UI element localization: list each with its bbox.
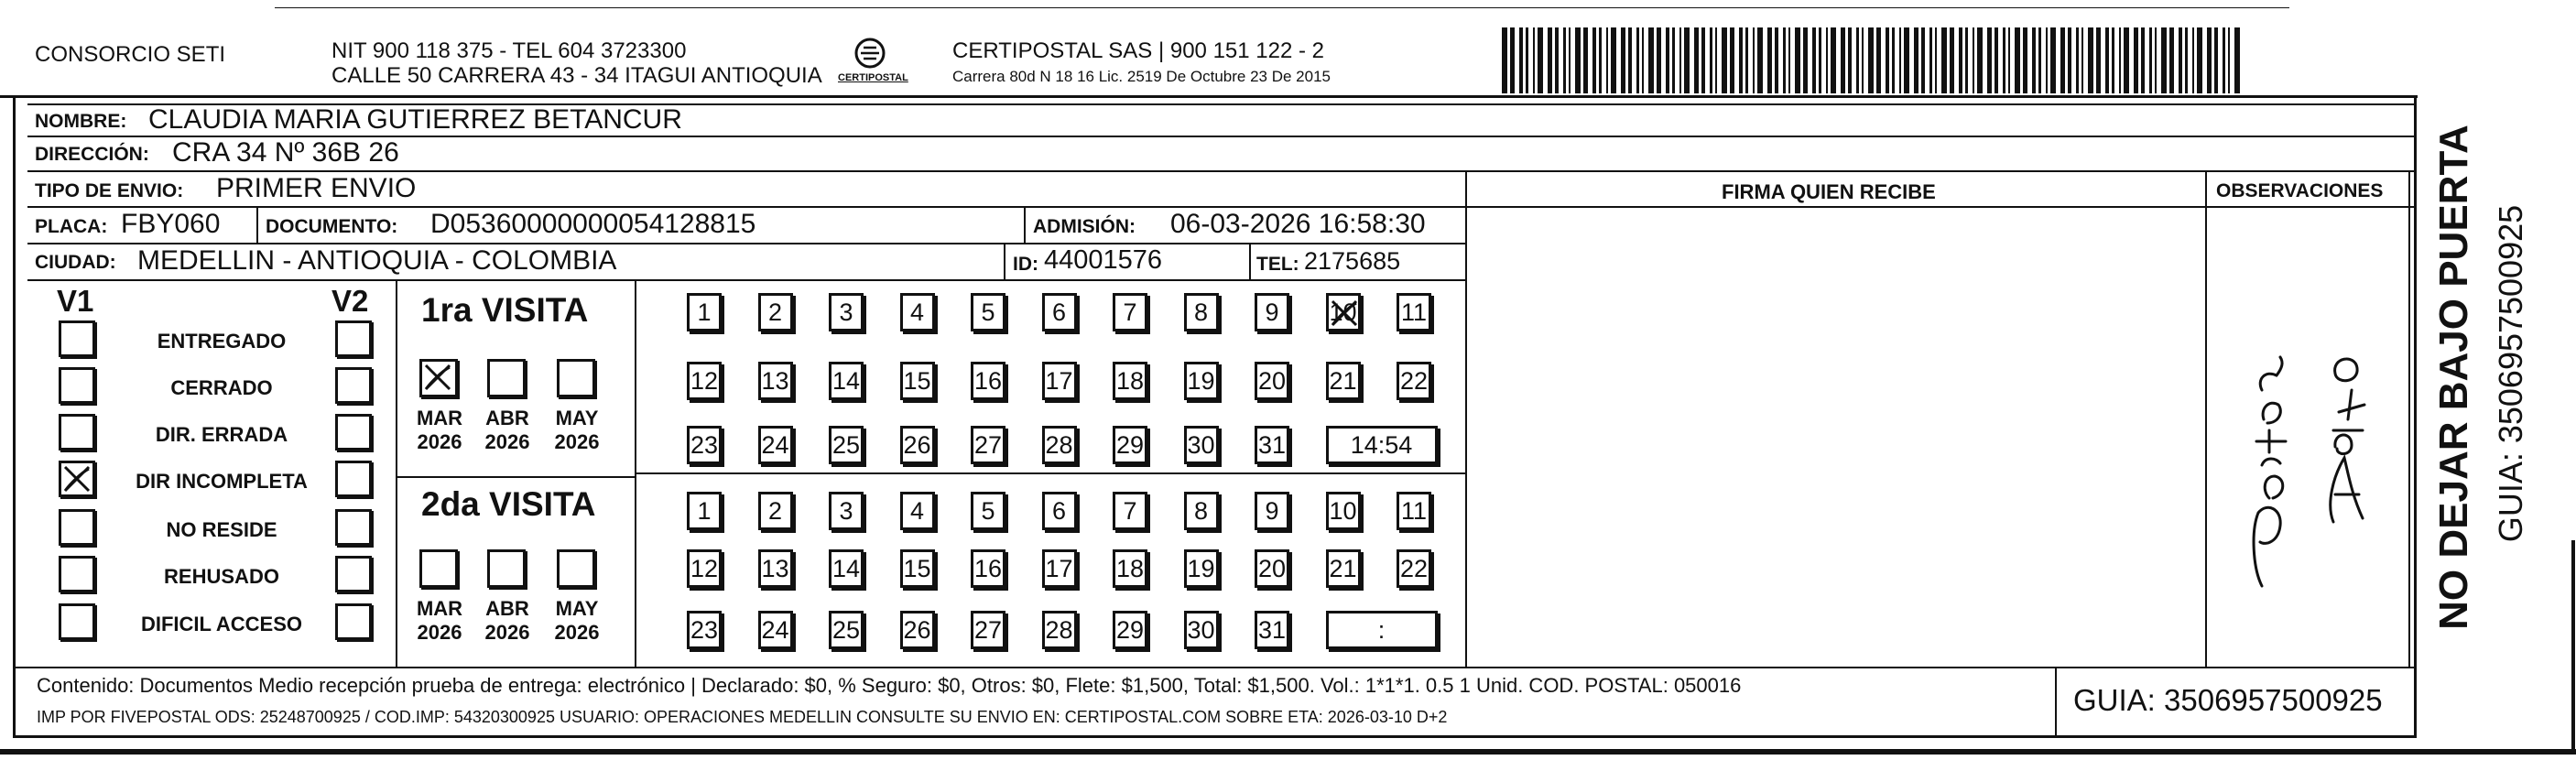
status-label: CERRADO: [170, 376, 273, 399]
day-box[interactable]: 17: [1042, 549, 1077, 588]
month-checkbox[interactable]: [419, 549, 458, 588]
barcode-bar: [1921, 27, 1925, 93]
day-box[interactable]: 4: [900, 492, 935, 530]
barcode-bar: [2155, 27, 2157, 93]
barcode-bar: [1987, 27, 1992, 93]
day-box[interactable]: 24: [758, 611, 793, 649]
barcode-bar: [1526, 27, 1528, 93]
barcode-bar: [1941, 27, 1947, 93]
barcode-bar: [1767, 27, 1772, 93]
day-box[interactable]: 20: [1255, 362, 1289, 400]
barcode-bar: [1876, 27, 1881, 93]
day-box[interactable]: 11: [1397, 293, 1431, 331]
observaciones-header: OBSERVACIONES: [2216, 180, 2384, 201]
barcode-bar: [1606, 27, 1608, 93]
barcode-bar: [2023, 27, 2027, 93]
barcode-bar: [1715, 27, 1717, 93]
day-box[interactable]: 8: [1184, 492, 1219, 530]
day-box[interactable]: 10: [1326, 492, 1361, 530]
barcode-bar: [2141, 27, 2145, 93]
handwriting-icon: [2225, 302, 2390, 604]
barcode-bar: [2068, 27, 2071, 93]
address-line: CALLE 50 CARRERA 43 - 34 ITAGUI ANTIOQUIA: [332, 63, 822, 88]
barcode-bar: [1575, 27, 1581, 93]
day-box[interactable]: 13: [758, 362, 793, 400]
documento-label: DOCUMENTO:: [266, 216, 398, 237]
barcode-bar: [2169, 27, 2174, 93]
logo-text: CERTIPOSTAL: [838, 72, 908, 83]
tipo-value: PRIMER ENVIO: [216, 173, 417, 203]
barcode-bar: [2008, 27, 2010, 93]
v1-checkbox[interactable]: [59, 414, 95, 451]
month-name: MAY: [555, 407, 599, 429]
barcode-bar: [2032, 27, 2036, 93]
day-box[interactable]: 12: [687, 362, 722, 400]
barcode-bar: [1783, 27, 1786, 93]
day-box[interactable]: 1: [687, 293, 722, 331]
barcode-bar: [1841, 27, 1845, 93]
status-label: REHUSADO: [164, 565, 279, 588]
barcode-bar: [2046, 27, 2048, 93]
v1-checkbox[interactable]: [59, 461, 95, 497]
day-box[interactable]: 1: [687, 492, 722, 530]
time-box[interactable]: 14:54: [1326, 426, 1438, 464]
firma-header: FIRMA QUIEN RECIBE: [1722, 180, 1936, 203]
company-name: CONSORCIO SETI: [35, 42, 226, 67]
day-box[interactable]: 3: [829, 293, 864, 331]
direccion-value: CRA 34 Nº 36B 26: [172, 137, 399, 168]
barcode-bar: [2015, 27, 2020, 93]
barcode-bar: [2228, 27, 2230, 93]
footer-print-info: IMP POR FIVEPOSTAL ODS: 25248700925 / COD.IMP: 54320300925 USUARIO: OPERACIONES MEDELLIN CONSULTE SU ENVIO EN: CERTIPOSTAL.COM SOBRE ETA: 2026-03-10 D+2: [37, 708, 1448, 726]
barcode-bar: [1533, 27, 1535, 93]
barcode-bar: [2207, 27, 2212, 93]
admision-value: 06-03-2026 16:58:30: [1170, 209, 1426, 239]
no-dejar-notice: NO DEJAR BAJO PUERTA: [2431, 125, 2476, 630]
barcode-bar: [1973, 27, 1974, 93]
day-box[interactable]: 15: [900, 362, 935, 400]
v2-checkbox[interactable]: [335, 320, 372, 357]
barcode-bar: [1730, 27, 1734, 93]
day-box[interactable]: 8: [1184, 293, 1219, 331]
barcode-bar: [1914, 27, 1918, 93]
footer-guia: GUIA: 3506957500925: [2073, 683, 2383, 717]
day-box[interactable]: 29: [1113, 426, 1147, 464]
side-guia: GUIA: 3506957500925: [2492, 204, 2529, 543]
day-box[interactable]: 15: [900, 549, 935, 588]
month-year: 2026: [417, 621, 462, 645]
barcode-bar: [1812, 27, 1816, 93]
barcode-bar: [1628, 27, 1632, 93]
barcode-bar: [1583, 27, 1588, 93]
barcode-bar: [1977, 27, 1983, 93]
day-box[interactable]: 25: [829, 426, 864, 464]
barcode-bar: [1959, 27, 1962, 93]
nit-line: NIT 900 118 375 - TEL 604 3723300: [332, 38, 687, 63]
placa-value: FBY060: [121, 209, 221, 239]
day-box[interactable]: 13: [758, 549, 793, 588]
tel-label: TEL:: [1256, 254, 1299, 275]
barcode-bar: [1819, 27, 1821, 93]
barcode-bar: [1929, 27, 1932, 93]
month-checkbox[interactable]: [487, 549, 526, 588]
id-label: ID:: [1013, 254, 1038, 275]
day-box[interactable]: 11: [1397, 492, 1431, 530]
direccion-label: DIRECCIÓN:: [35, 144, 149, 165]
month-name: MAR: [416, 597, 463, 620]
day-box[interactable]: 7: [1113, 492, 1147, 530]
status-label: DIR. ERRADA: [155, 423, 288, 446]
barcode-bar: [1548, 27, 1552, 93]
barcode-bar: [2081, 27, 2083, 93]
barcode-bar: [1611, 27, 1616, 93]
month-year: 2026: [484, 430, 530, 454]
barcode-bar: [1672, 27, 1675, 93]
day-box[interactable]: 21: [1326, 362, 1361, 400]
documento-value: D05360000000054128815: [430, 209, 756, 239]
barcode-bar: [1935, 27, 1937, 93]
barcode-bar: [2105, 27, 2109, 93]
day-box[interactable]: 28: [1042, 611, 1077, 649]
tipo-label: TIPO DE ENVIO:: [35, 180, 184, 201]
day-box[interactable]: 23: [687, 426, 722, 464]
day-box[interactable]: 30: [1184, 611, 1219, 649]
barcode-bar: [1555, 27, 1559, 93]
barcode-bar: [2149, 27, 2152, 93]
status-label: DIFICIL ACCESO: [140, 613, 302, 635]
barcode: [1502, 27, 2245, 93]
v2-checkbox[interactable]: [335, 414, 372, 451]
carrier-line: CERTIPOSTAL SAS | 900 151 122 - 2: [952, 38, 1324, 63]
day-box[interactable]: 31: [1255, 426, 1289, 464]
barcode-bar: [1899, 27, 1901, 93]
barcode-bar: [1636, 27, 1639, 93]
month-year: 2026: [417, 430, 462, 454]
barcode-bar: [1694, 27, 1699, 93]
barcode-bar: [1892, 27, 1895, 93]
barcode-bar: [1666, 27, 1669, 93]
status-label: ENTREGADO: [157, 330, 287, 353]
barcode-bar: [2223, 27, 2225, 93]
barcode-bar: [2134, 27, 2138, 93]
month-checkbox[interactable]: [487, 359, 526, 397]
barcode-bar: [1803, 27, 1808, 93]
certipostal-logo: [833, 35, 907, 92]
barcode-bar: [2088, 27, 2093, 93]
barcode-bar: [1648, 27, 1654, 93]
day-box[interactable]: 24: [758, 426, 793, 464]
day-box[interactable]: 6: [1042, 492, 1077, 530]
v1-label: V1: [57, 284, 94, 318]
v1-checkbox[interactable]: [59, 603, 95, 640]
barcode-bar: [1563, 27, 1566, 93]
day-box[interactable]: 6: [1042, 293, 1077, 331]
visit1-title: 1ra VISITA: [421, 291, 589, 329]
placa-label: PLACA:: [35, 216, 108, 237]
barcode-bar: [1569, 27, 1571, 93]
day-box[interactable]: 9: [1255, 492, 1289, 530]
barcode-bar: [2050, 27, 2056, 93]
barcode-bar: [1831, 27, 1836, 93]
barcode-bar: [1862, 27, 1864, 93]
barcode-bar: [1701, 27, 1705, 93]
v2-checkbox[interactable]: [335, 556, 372, 592]
handwritten-observation: [2225, 302, 2390, 604]
barcode-bar: [1621, 27, 1625, 93]
month-year: 2026: [484, 621, 530, 645]
day-box[interactable]: 3: [829, 492, 864, 530]
day-box[interactable]: 14: [829, 362, 864, 400]
barcode-bar: [1657, 27, 1661, 93]
day-box[interactable]: 31: [1255, 611, 1289, 649]
month-label: [480, 597, 535, 646]
month-label: [480, 407, 535, 455]
barcode-bar: [2076, 27, 2079, 93]
barcode-bar: [2060, 27, 2065, 93]
day-box[interactable]: 30: [1184, 426, 1219, 464]
v1-checkbox[interactable]: [59, 509, 95, 546]
v2-checkbox[interactable]: [335, 603, 372, 640]
id-value: 44001576: [1044, 245, 1163, 275]
day-box[interactable]: 27: [971, 611, 1005, 649]
barcode-bar: [2112, 27, 2114, 93]
barcode-bar: [1753, 27, 1755, 93]
month-name: ABR: [485, 597, 529, 620]
nombre-label: NOMBRE:: [35, 111, 127, 132]
v2-label: V2: [332, 284, 369, 318]
month-checkbox[interactable]: [557, 359, 595, 397]
barcode-bar: [2214, 27, 2218, 93]
v1-checkbox[interactable]: [59, 556, 95, 592]
barcode-bar: [2161, 27, 2167, 93]
barcode-bar: [1965, 27, 1968, 93]
month-name: ABR: [485, 407, 529, 429]
barcode-bar: [2038, 27, 2041, 93]
month-year: 2026: [554, 430, 600, 454]
month-name: MAR: [416, 407, 463, 429]
barcode-bar: [1745, 27, 1748, 93]
day-box[interactable]: 17: [1042, 362, 1077, 400]
day-box[interactable]: 10: [1326, 293, 1361, 331]
barcode-bar: [1642, 27, 1644, 93]
barcode-bar: [1722, 27, 1727, 93]
day-box[interactable]: 16: [971, 549, 1005, 588]
day-box[interactable]: 19: [1184, 549, 1219, 588]
day-box[interactable]: 5: [971, 492, 1005, 530]
admision-label: ADMISIÓN:: [1033, 216, 1136, 237]
status-label: DIR INCOMPLETA: [136, 470, 308, 493]
day-box[interactable]: 21: [1326, 549, 1361, 588]
ciudad-label: CIUDAD:: [35, 252, 116, 273]
time-box[interactable]: :: [1326, 611, 1438, 649]
day-box[interactable]: 23: [687, 611, 722, 649]
v1-checkbox[interactable]: [59, 320, 95, 357]
barcode-bar: [1538, 27, 1543, 93]
nombre-value: CLAUDIA MARIA GUTIERREZ BETANCUR: [148, 104, 682, 135]
month-label: [549, 407, 604, 455]
v2-checkbox[interactable]: [335, 367, 372, 404]
v2-checkbox[interactable]: [335, 461, 372, 497]
barcode-bar: [1788, 27, 1790, 93]
barcode-bar: [2124, 27, 2129, 93]
barcode-bar: [2185, 27, 2188, 93]
month-checkbox[interactable]: [557, 549, 595, 588]
day-box[interactable]: 18: [1113, 549, 1147, 588]
day-box[interactable]: 22: [1397, 549, 1431, 588]
day-box[interactable]: 26: [900, 426, 935, 464]
status-label: NO RESIDE: [166, 518, 277, 541]
day-box[interactable]: 29: [1113, 611, 1147, 649]
month-year: 2026: [554, 621, 600, 645]
day-box[interactable]: 27: [971, 426, 1005, 464]
barcode-bar: [2197, 27, 2202, 93]
day-box[interactable]: 9: [1255, 293, 1289, 331]
barcode-bar: [2234, 27, 2240, 93]
month-label: [412, 597, 467, 646]
barcode-bar: [1795, 27, 1800, 93]
day-box[interactable]: 5: [971, 293, 1005, 331]
barcode-bar: [1826, 27, 1828, 93]
day-box[interactable]: 7: [1113, 293, 1147, 331]
barcode-bar: [1519, 27, 1523, 93]
month-label: [412, 407, 467, 455]
barcode-bar: [2096, 27, 2101, 93]
day-box[interactable]: 18: [1113, 362, 1147, 400]
barcode-bar: [1994, 27, 1998, 93]
month-checkbox[interactable]: [419, 359, 458, 397]
barcode-bar: [2119, 27, 2121, 93]
barcode-bar: [1599, 27, 1602, 93]
visit2-title: 2da VISITA: [421, 485, 596, 523]
footer-contents: Contenido: Documentos Medio recepción prueba de entrega: electrónico | Declarado: $0, % Seguro: $0, Otros: $0, Flete: $1,500, Total: $1,500. Vol.: 1*1*1. 0.5 1 Unid. COD. POSTAL: 050016: [37, 674, 1742, 697]
month-name: MAY: [555, 597, 599, 620]
barcode-bar: [1757, 27, 1763, 93]
day-box[interactable]: 25: [829, 611, 864, 649]
barcode-bar: [1886, 27, 1889, 93]
barcode-bar: [2192, 27, 2194, 93]
barcode-bar: [1848, 27, 1852, 93]
day-box[interactable]: 14: [829, 549, 864, 588]
v1-checkbox[interactable]: [59, 367, 95, 404]
day-box[interactable]: 12: [687, 549, 722, 588]
day-box[interactable]: 26: [900, 611, 935, 649]
month-label: [549, 597, 604, 646]
barcode-bar: [1856, 27, 1859, 93]
v2-checkbox[interactable]: [335, 509, 372, 546]
day-box[interactable]: 4: [900, 293, 935, 331]
day-box[interactable]: 20: [1255, 549, 1289, 588]
day-box[interactable]: 22: [1397, 362, 1431, 400]
barcode-bar: [1868, 27, 1874, 93]
day-box[interactable]: 16: [971, 362, 1005, 400]
barcode-bar: [1592, 27, 1596, 93]
barcode-bar: [1775, 27, 1778, 93]
barcode-bar: [1904, 27, 1909, 93]
barcode-bar: [1739, 27, 1743, 93]
barcode-bar: [1510, 27, 1515, 93]
barcode-bar: [1710, 27, 1712, 93]
day-box[interactable]: 28: [1042, 426, 1077, 464]
barcode-bar: [1502, 27, 1507, 93]
barcode-bar: [2003, 27, 2005, 93]
day-box[interactable]: 2: [758, 492, 793, 530]
barcode-bar: [1679, 27, 1681, 93]
day-box[interactable]: 19: [1184, 362, 1219, 400]
license-line: Carrera 80d N 18 16 Lic. 2519 De Octubre 23 De 2015: [952, 68, 1331, 85]
day-box[interactable]: 2: [758, 293, 793, 331]
barcode-bar: [1950, 27, 1954, 93]
barcode-bar: [2179, 27, 2182, 93]
barcode-bar: [1684, 27, 1690, 93]
ciudad-value: MEDELLIN - ANTIOQUIA - COLOMBIA: [137, 245, 617, 276]
tel-value: 2175685: [1304, 247, 1401, 275]
